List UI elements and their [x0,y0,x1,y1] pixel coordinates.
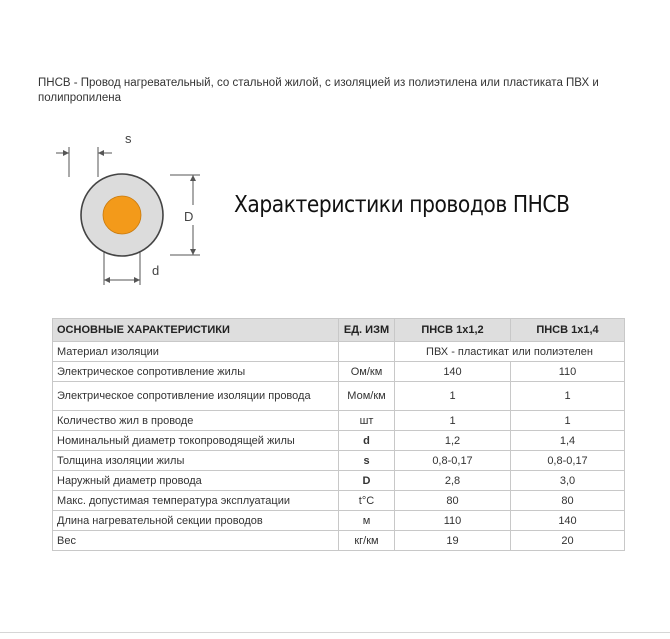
label-d: d [152,263,160,278]
table-row [53,411,625,431]
table-row [53,342,625,362]
product-description: ПНСВ - Провод нагревательный, со стальной жилой, с изоляцией из полиэтилена или пластиката ПВХ и полипропилена [38,77,599,104]
row-value-1: 0,8-0,17 [395,451,511,471]
row-param: Наружный диаметр провода [53,471,339,491]
row-unit: шт [339,411,395,431]
row-value-1: 80 [395,491,511,511]
row-unit: Ом/км [339,362,395,382]
row-param: Материал изоляции [53,342,339,362]
table-row [53,511,625,531]
bottom-divider [0,632,670,633]
row-param: Электрическое сопротивление жилы [53,362,339,382]
row-value-2: 20 [511,531,625,551]
row-merged-value: ПВХ - пластикат или полиэтелен [395,342,625,362]
header-pnsv-1-2: ПНСВ 1х1,2 [395,319,511,342]
row-param: Длина нагревательной секции проводов [53,511,339,531]
row-value-1: 1,2 [395,431,511,451]
label-D: D [184,209,194,224]
row-unit: кг/км [339,531,395,551]
row-value-1: 1 [395,411,511,431]
row-unit: Мом/км [339,382,395,411]
row-value-2: 0,8-0,17 [511,451,625,471]
table-row [53,451,625,471]
row-value-2: 3,0 [511,471,625,491]
row-value-1: 110 [395,511,511,531]
specs-table-container [52,318,624,551]
row-value-2: 1 [511,411,625,431]
row-value-1: 140 [395,362,511,382]
row-unit [339,342,395,362]
row-unit: s [339,451,395,471]
core-circle [103,196,141,234]
row-unit: м [339,511,395,531]
row-value-1: 1 [395,382,511,411]
page-heading: Характеристики проводов ПНСВ [234,192,570,218]
table-row [53,491,625,511]
header-pnsv-1-4: ПНСВ 1х1,4 [511,319,625,342]
row-value-1: 19 [395,531,511,551]
row-param: Электрическое сопротивление изоляции провода [53,382,339,411]
row-param: Номинальный диаметр токопроводящей жилы [53,431,339,451]
header-param: ОСНОВНЫЕ ХАРАКТЕРИСТИКИ [53,319,339,342]
row-param: Макс. допустимая температура эксплуатации [53,491,339,511]
label-s: s [125,131,132,146]
table-row [53,431,625,451]
wire-cross-section-diagram [52,125,212,295]
row-value-2: 110 [511,362,625,382]
table-row [53,531,625,551]
row-param: Вес [53,531,339,551]
header-unit: ЕД. ИЗМ [339,319,395,342]
row-unit: t°С [339,491,395,511]
row-value-2: 140 [511,511,625,531]
row-value-1: 2,8 [395,471,511,491]
table-row [53,471,625,491]
table-row [53,362,625,382]
row-value-2: 80 [511,491,625,511]
specs-table [52,318,625,551]
table-row [53,382,625,411]
row-value-2: 1,4 [511,431,625,451]
row-unit: D [339,471,395,491]
row-param: Толщина изоляции жилы [53,451,339,471]
row-param: Количество жил в проводе [53,411,339,431]
table-header-row [53,319,625,342]
row-value-2: 1 [511,382,625,411]
row-unit: d [339,431,395,451]
